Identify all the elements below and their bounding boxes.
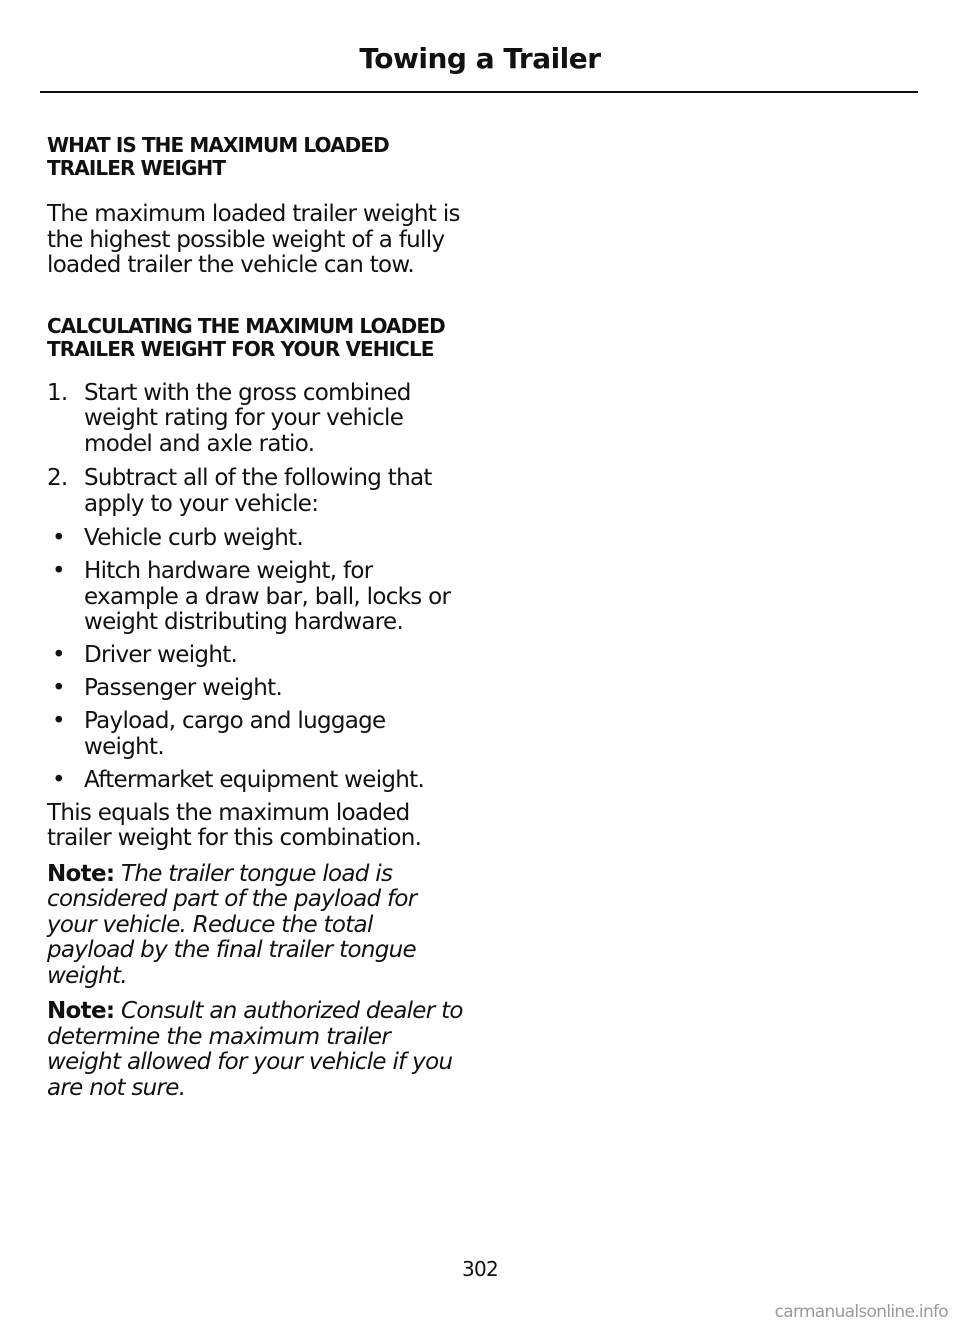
header-divider [40,91,918,93]
list-item-step [47,466,463,517]
main-content [47,134,463,1111]
bullet-icon: • [52,675,65,701]
steps-list [47,381,463,518]
note-consult-dealer [47,999,463,1101]
bullet-text: Aftermarket equipment weight. [84,766,425,793]
section-body-max-weight: The maximum loaded trailer weight is the highest possible weight of a fully loaded trailer the vehicle can tow. [47,201,460,278]
step-number: 2. [47,465,68,491]
note-text: The trailer tongue load is considered part of the payload for your vehicle. Reduce the total payload by the final trailer tongue weight. [47,860,417,989]
note-label: Note: [47,860,115,887]
watermark: carmanualsonline.info [774,1302,948,1322]
step-number: 1. [47,379,68,406]
note-text: Consult an authorized dealer to determine the maximum trailer weight allowed for your vehicle if you are not sure. [47,998,463,1101]
bullet-list [47,526,463,793]
bullet-icon: • [52,558,65,584]
list-item-bullet [47,526,463,552]
bullet-text: Payload, cargo and luggage weight. [84,708,386,760]
list-item-bullet [47,768,463,794]
step-text: Subtract all of the following that apply to your vehicle: [84,465,432,517]
bullet-icon: • [52,766,65,793]
list-item-bullet [47,676,463,702]
bullet-icon: • [52,708,65,734]
bullet-text: Hitch hardware weight, for example a draw bar, ball, locks or weight distributing hardware. [84,558,451,635]
page-number: 302 [461,1257,499,1281]
step-text: Start with the gross combined weight rating for your vehicle model and axle ratio. [84,379,411,457]
bullet-text: Driver weight. [84,642,238,668]
list-item-bullet [47,559,463,636]
list-item-bullet [47,709,463,760]
page-title: Towing a Trailer [359,42,601,75]
list-item-bullet [47,643,463,669]
section-heading-calculating: CALCULATING THE MAXIMUM LOADED TRAILER WEIGHT FOR YOUR VEHICLE [47,313,445,361]
section-heading-max-weight: WHAT IS THE MAXIMUM LOADED TRAILER WEIGHT [47,133,389,180]
bullet-text: Vehicle curb weight. [84,525,304,551]
bullet-icon: • [52,525,65,551]
list-item-step [47,381,463,458]
bullet-text: Passenger weight. [84,675,283,701]
note-label: Note: [47,998,115,1024]
calculation-result: This equals the maximum loaded trailer weight for this combination. [47,799,422,851]
bullet-icon: • [52,642,65,668]
note-tongue-load [47,862,463,990]
